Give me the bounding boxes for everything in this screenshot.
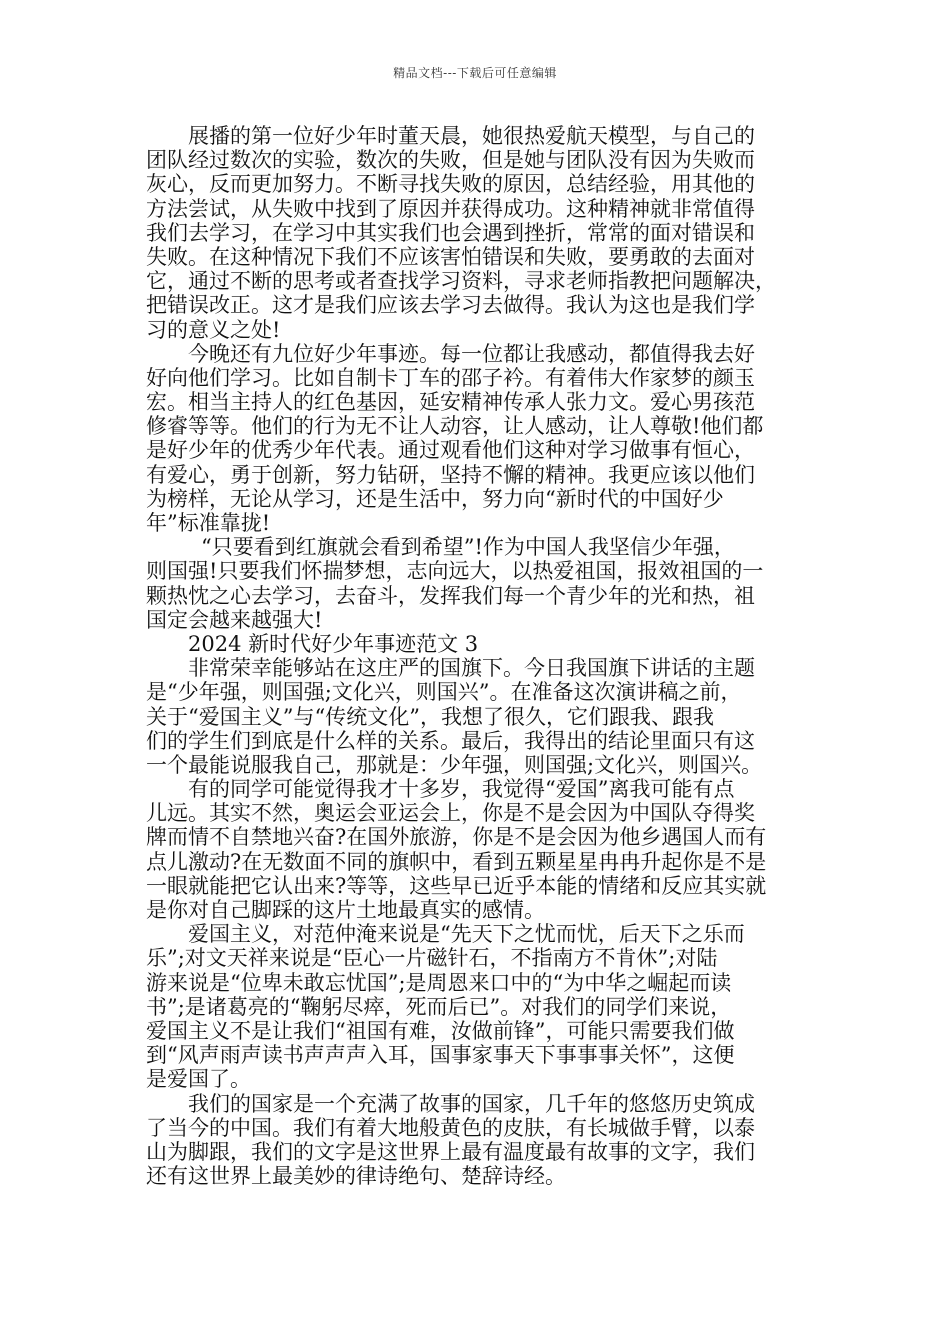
text-line: 是“少年强，则国强;文化兴，则国兴”。在准备这次演讲稿之前， bbox=[146, 680, 742, 705]
text-line: 失败。在这种情况下我们不应该害怕错误和失败，要勇敢的去面对 bbox=[146, 244, 755, 269]
text-line: 山为脚跟，我们的文字是这世界上最有温度最有故事的文字，我们 bbox=[146, 1139, 755, 1164]
text-line: 关于“爱国主义”与“传统文化”，我想了很久，它们跟我、跟我 bbox=[146, 704, 714, 729]
text-line: 展播的第一位好少年时董天晨，她很热爱航天模型，与自己的 bbox=[188, 124, 755, 148]
text-line: 游来说是“位卑未敢忘忧国”;是周恩来口中的“为中华之崛起而读 bbox=[146, 970, 732, 995]
text-line: 乐”;对文天祥来说是“臣心一片磁针石，不指南方不肯休”;对陆 bbox=[146, 946, 718, 971]
text-line: “只要看到红旗就会看到希望”!作为中国人我坚信少年强， bbox=[201, 535, 735, 560]
text-line: 还有这世界上最美妙的律诗绝句、楚辞诗经。 bbox=[146, 1164, 566, 1189]
text-line: 年”标准靠拢! bbox=[146, 511, 271, 535]
text-line: 一个最能说服我自己，那就是：少年强，则国强;文化兴，则国兴。 bbox=[146, 752, 763, 777]
text-line: 团队经过数次的实验，数次的失败，但是她与团队没有因为失败而 bbox=[146, 148, 755, 173]
text-line: 爱国主义不是让我们“祖国有难，汝做前锋”，可能只需要我们做 bbox=[146, 1018, 735, 1043]
text-line: 灰心，反而更加努力。不断寻找失败的原因，总结经验，用其他的 bbox=[146, 172, 755, 197]
text-line: 它，通过不断的思考或者查找学习资料，寻求老师指教把问题解决， bbox=[146, 269, 776, 294]
text-line: 宏。相当主持人的红色基因，延安精神传承人张力文。爱心男孩范 bbox=[146, 390, 755, 415]
text-line: 们的学生们到底是什么样的关系。最后，我得出的结论里面只有这 bbox=[146, 728, 755, 753]
text-line: 我们的国家是一个充满了故事的国家，几千年的悠悠历史筑成 bbox=[188, 1091, 755, 1116]
text-line: 2024 新时代好少年事迹范文 3 bbox=[188, 631, 479, 656]
text-line: 是你对自己脚踩的这片土地最真实的感情。 bbox=[146, 898, 545, 922]
text-line: 非常荣幸能够站在这庄严的国旗下。今日我国旗下讲话的主题 bbox=[188, 656, 755, 681]
text-line: 点儿激动?在无数面不同的旗帜中，看到五颗星星冉冉升起你是不是 bbox=[146, 849, 767, 874]
text-line: 是爱国了。 bbox=[146, 1067, 251, 1092]
text-line: 牌而情不自禁地兴奋?在国外旅游，你是不是会因为他乡遇国人而有 bbox=[146, 825, 767, 850]
text-line: 把错误改正。这才是我们应该去学习去做得。我认为这也是我们学 bbox=[146, 293, 755, 318]
document-body bbox=[146, 124, 808, 1188]
text-line: 一眼就能把它认出来?等等，这些早已近乎本能的情绪和反应其实就 bbox=[146, 873, 767, 898]
text-line: 为榜样，无论从学习，还是生活中，努力向“新时代的中国好少 bbox=[146, 486, 724, 511]
text-line: 则国强!只要我们怀揣梦想，志向远大，以热爱祖国，报效祖国的一 bbox=[146, 559, 764, 584]
text-line: 有爱心，勇于创新，努力钻研，坚持不懈的精神。我更应该以他们 bbox=[146, 462, 755, 487]
text-line: 好向他们学习。比如自制卡丁车的邵子衿。有着伟大作家梦的颜玉 bbox=[146, 365, 755, 390]
text-line: 爱国主义，对范仲淹来说是“先天下之忧而忧，后天下之乐而 bbox=[188, 922, 745, 947]
text-line: 我们去学习，在学习中其实我们也会遇到挫折，常常的面对错误和 bbox=[146, 220, 755, 245]
text-line: 国定会越来越强大! bbox=[146, 607, 323, 632]
text-line: 颗热忱之心去学习，去奋斗，发挥我们每一个青少年的光和热，祖 bbox=[146, 583, 755, 608]
text-line: 修睿等等。他们的行为无不让人动容，让人感动，让人尊敬!他们都 bbox=[146, 414, 764, 439]
text-line: 书”;是诸葛亮的“鞠躬尽瘁，死而后已”。对我们的同学们来说， bbox=[146, 994, 732, 1019]
text-line: 儿远。其实不然，奥运会亚运会上，你是不是会因为中国队夺得奖 bbox=[146, 801, 755, 826]
text-line: 方法尝试，从失败中找到了原因并获得成功。这种精神就非常值得 bbox=[146, 196, 755, 221]
page-header: 精品文档---下载后可任意编辑 bbox=[393, 66, 557, 80]
text-line: 是好少年的优秀少年代表。通过观看他们这种对学习做事有恒心， bbox=[146, 438, 755, 463]
text-line: 习的意义之处! bbox=[146, 317, 281, 342]
text-line: 了当今的中国。我们有着大地般黄色的皮肤，有长城做手臂，以泰 bbox=[146, 1115, 755, 1140]
text-line: 今晚还有九位好少年事迹。每一位都让我感动，都值得我去好 bbox=[188, 341, 755, 366]
text-line: 到“风声雨声读书声声声入耳，国事家事天下事事事关怀”，这便 bbox=[146, 1043, 735, 1068]
text-line: 有的同学可能觉得我才十多岁，我觉得“爱国”离我可能有点 bbox=[188, 777, 735, 802]
